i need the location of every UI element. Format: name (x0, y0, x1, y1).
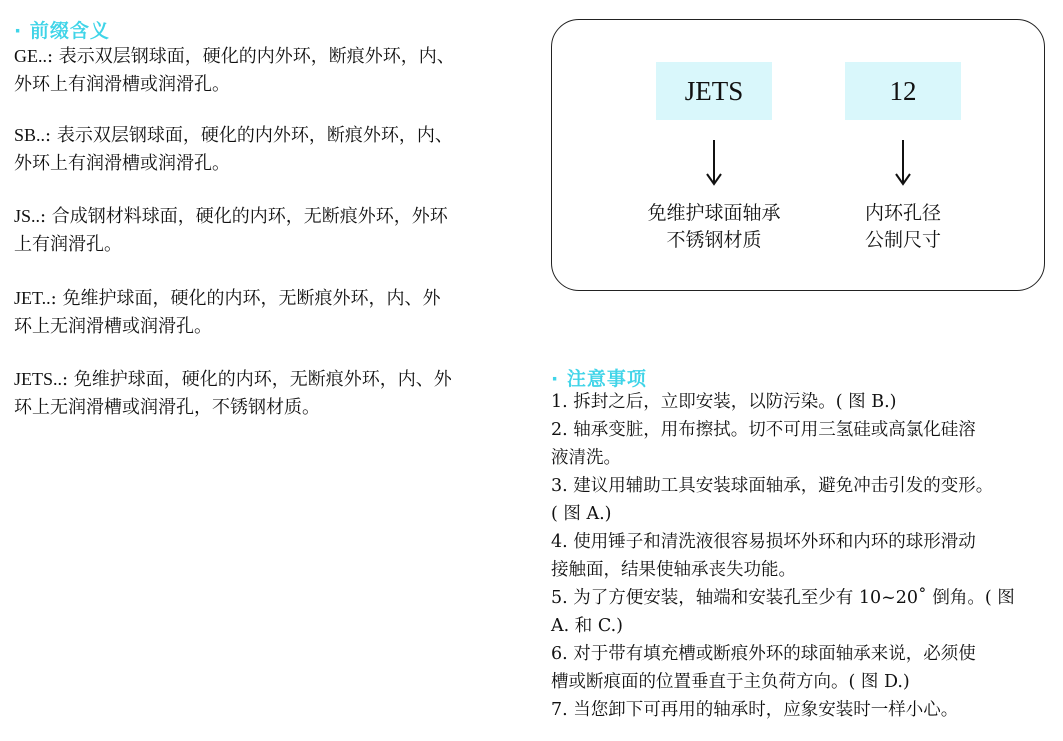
prefix-text: 外环上有润滑槽或润滑孔。 (14, 74, 230, 95)
prefix-code: SB.. (14, 125, 46, 145)
prefix-heading: · 前缀含义 (14, 20, 110, 42)
note-line: 3. 建议用辅助工具安装球面轴承，避免冲击引发的变形。 (551, 476, 994, 496)
prefix-item-jet (14, 284, 440, 341)
designation-diagram (551, 19, 1045, 291)
note-line: 7. 当您卸下可再用的轴承时，应象安装时一样小心。 (551, 700, 959, 720)
prefix-item-jets (14, 365, 452, 422)
prefix-text: : 表示双层钢球面，硬化的内外环，断痕外环，内、 (45, 125, 453, 146)
prefix-text: 环上无润滑槽或润滑孔。 (14, 316, 212, 337)
prefix-text: : 免维护球面，硬化的内环，无断痕外环，内、外 (50, 288, 441, 309)
down-arrow-icon (704, 140, 724, 186)
note-line: 5. 为了方便安装，轴端和安装孔至少有 10~20˚ 倒角。( 图 (551, 588, 1015, 608)
note-line: 2. 轴承变脏，用布擦拭。切不可用三氢硅或高氯化硅溶 (551, 420, 976, 440)
note-line: A. 和 C.) (551, 616, 623, 636)
series-code-box: JETS (656, 62, 772, 120)
notes-heading: · 注意事项 (551, 368, 647, 390)
note-line: 槽或断痕面的位置垂直于主负荷方向。( 图 D.) (551, 672, 910, 692)
note-line: 接触面，结果使轴承丧失功能。 (551, 560, 796, 580)
prefix-code: JETS.. (14, 369, 63, 389)
prefix-code: JS.. (14, 206, 41, 226)
bore-code-box: 12 (845, 62, 961, 120)
down-arrow-icon (893, 140, 913, 186)
note-line: 6. 对于带有填充槽或断痕外环的球面轴承来说，必须使 (551, 644, 976, 664)
prefix-code: JET.. (14, 288, 51, 308)
prefix-code: GE.. (14, 46, 47, 66)
note-line: 1. 拆封之后，立即安装，以防污染。( 图 B.) (551, 392, 897, 412)
note-line: 4. 使用锤子和清洗液很容易损坏外环和内环的球形滑动 (551, 532, 976, 552)
prefix-item-js (14, 202, 448, 259)
series-description: 免维护球面轴承 不锈钢材质 (647, 202, 781, 251)
prefix-text: : 表示双层钢球面，硬化的内外环，断痕外环，内、 (47, 46, 455, 67)
prefix-item-ge (14, 42, 455, 99)
prefix-text: : 合成钢材料球面，硬化的内环，无断痕外环，外环 (40, 206, 448, 227)
prefix-text: 外环上有润滑槽或润滑孔。 (14, 153, 230, 174)
bore-description: 内环孔径 公制尺寸 (864, 202, 941, 251)
note-line: ( 图 A.) (551, 504, 612, 524)
prefix-text: 上有润滑孔。 (14, 234, 122, 255)
prefix-text: : 免维护球面，硬化的内环，无断痕外环，内、外 (62, 369, 452, 390)
prefix-text: 环上无润滑槽或润滑孔，不锈钢材质。 (14, 397, 320, 418)
prefix-item-sb (14, 121, 453, 178)
note-line: 液清洗。 (551, 448, 621, 468)
notes-list (551, 388, 1015, 724)
